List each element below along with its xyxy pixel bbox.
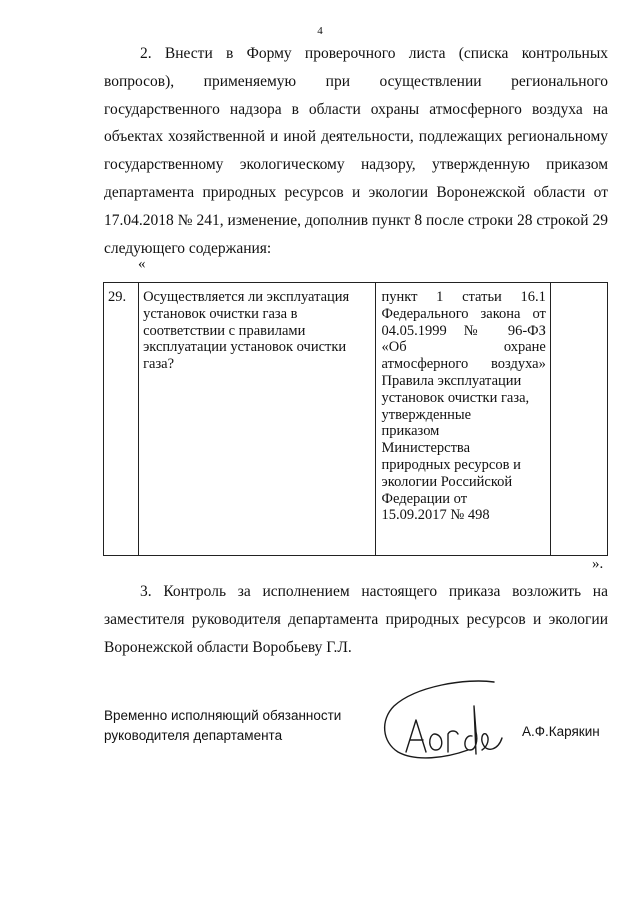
paragraph-2-line: объектах хозяйственной и иной деятельности, подлежащих региональному: [104, 128, 608, 146]
signer-position-line: руководителя департамента: [104, 728, 283, 743]
checklist-row-table: [103, 282, 608, 556]
question-cell: Осуществляется ли эксплуатация установок очистки газа в соответствии с правилами эксплуатации установок очистки газа?: [139, 283, 375, 556]
legal-basis-line: экологии Российской: [381, 473, 513, 490]
paragraph-2-line: государственного надзора в области охраны атмосферного воздуха на: [104, 100, 608, 118]
paragraph-3-line: Воронежской области Воробьеву Г.Л.: [104, 638, 352, 656]
opening-quote: «: [138, 256, 146, 272]
signer-position: [104, 706, 341, 746]
paragraph-2-line: государственному экологическому надзору, утвержденную приказом: [104, 156, 608, 174]
legal-basis-line: 04.05.1999 № 96-ФЗ: [381, 322, 546, 339]
handwritten-signature: [376, 676, 516, 776]
closing-quote: ».: [592, 556, 604, 572]
legal-basis-line: пункт 1 статьи 16.1: [381, 289, 546, 305]
page-number: 4: [317, 25, 323, 37]
legal-basis-line: Федерации от: [381, 490, 468, 507]
signer-name: А.Ф.Карякин: [522, 724, 600, 739]
legal-basis-line: Министерства: [381, 440, 471, 457]
paragraph-2: [104, 40, 608, 262]
legal-basis-line: 15.09.2017 № 498: [381, 507, 490, 524]
paragraph-2-line: 2. Внести в Форму проверочного листа (списка контрольных: [140, 45, 608, 62]
legal-basis-line: атмосферного воздуха»: [381, 356, 546, 373]
legal-basis-line: утвержденные: [381, 406, 472, 423]
legal-basis-line: установок очистки газа,: [381, 389, 530, 406]
legal-basis-line: «Об охране: [381, 339, 546, 356]
legal-basis-line: Федерального закона от: [381, 305, 546, 322]
paragraph-2-line: вопросов), применяемую при осуществлении регионального: [104, 72, 608, 90]
legal-basis-line: Правила эксплуатации: [381, 372, 522, 389]
paragraph-2-line: следующего содержания:: [104, 239, 272, 257]
paragraph-3: [104, 578, 608, 661]
paragraph-2-line: департамента природных ресурсов и экологии Воронежской области от: [104, 183, 608, 201]
row-number-cell: 29.: [104, 283, 139, 556]
paragraph-2-line: 17.04.2018 № 241, изменение, дополнив пункт 8 после строки 28 строкой 29: [104, 211, 608, 229]
table-row: [104, 283, 608, 556]
paragraph-3-line: 3. Контроль за исполнением настоящего приказа возложить на: [140, 583, 608, 600]
legal-basis-line: приказом: [381, 423, 440, 440]
signer-position-line: Временно исполняющий обязанности: [104, 708, 342, 723]
legal-basis-line: природных ресурсов и: [381, 456, 521, 473]
legal-basis-cell: [375, 283, 550, 556]
paragraph-3-line: заместителя руководителя департамента природных ресурсов и экологии: [104, 610, 608, 628]
notes-cell: [550, 283, 607, 556]
